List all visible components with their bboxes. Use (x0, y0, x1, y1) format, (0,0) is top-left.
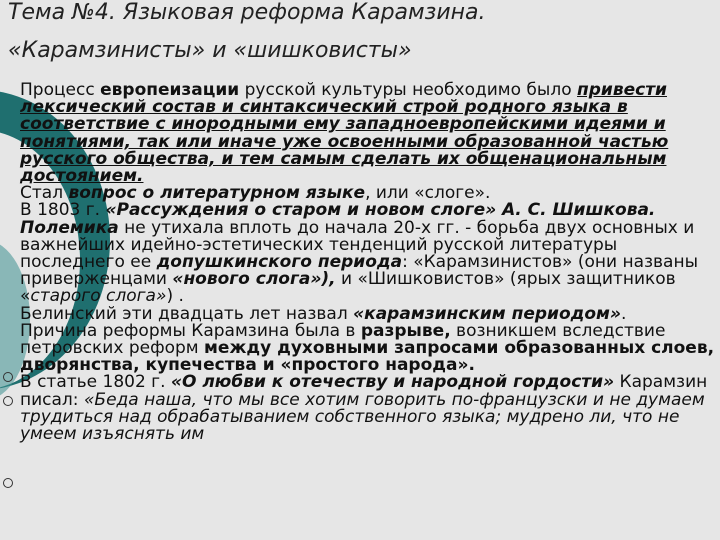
text-run: привести лексический состав и синтаксический строй родного языка в соответствие с инородными ему западноевропейскими идеями и понятиями, так или иначе уже освоенными образованной частью русского общества, и тем самым сделать их общенациональным достоянием. (20, 80, 669, 187)
bullet-marker (3, 372, 13, 382)
text-run: , или «слоге». (365, 183, 491, 204)
text-run: «О любви к отечеству и народной гордости» (170, 372, 615, 393)
text-run: допушкинского периода (156, 252, 403, 273)
text-run: не утихала вплоть до начала 20-х гг. - борьба двух основных и важнейших идейно-эстетических тенденций русской литературы последнего ее (20, 217, 695, 273)
text-run: Процесс (20, 80, 101, 100)
text-run: «Беда наша, что мы все хотим говорить по-французски и не думаем трудиться над обрабатыванием собственного языка; мудрено ли, что не умеем изъяснять им (20, 389, 705, 445)
slide-title-line-2: «Карамзинисты» и «шишковисты» (8, 38, 412, 63)
paragraph (20, 82, 720, 185)
slide-title-line-1: Тема №4. Языковая реформа Карамзина. (8, 0, 486, 25)
text-run: между духовными запросами образованных слоев, дворянства, купечества и «простого народа». (20, 338, 715, 376)
bullet-marker (3, 478, 13, 488)
text-run: русской культуры необходимо было (239, 80, 578, 100)
text-run: «карамзинским периодом» (353, 303, 621, 324)
text-run: В статье 1802 г. (20, 372, 171, 393)
text-run: . (620, 303, 627, 324)
text-run: европеизации (100, 80, 240, 100)
text-run: Карамзин писал: (20, 372, 708, 410)
paragraph (20, 374, 720, 443)
text-run: вопрос о литературном языке (68, 183, 366, 204)
text-run: старого слога» (30, 286, 167, 307)
text-run: : «Карамзинистов» (они названы приверженцами (20, 252, 699, 290)
text-run: ) . (166, 286, 184, 307)
paragraph (20, 320, 720, 376)
text-run: разрыве, (360, 320, 451, 341)
bullet-marker (3, 396, 13, 406)
text-run: и «Шишковистов» (ярых защитников « (20, 269, 676, 307)
text-run: Причина реформы Карамзина была в (20, 320, 361, 341)
text-run: «Рассуждения о старом и новом слоге» А. С. Шишкова. Полемика (20, 200, 656, 238)
slide-body-text (20, 82, 720, 443)
paragraph (20, 202, 720, 305)
text-run: В 1803 г. (20, 200, 106, 221)
text-run: Стал (20, 183, 69, 204)
text-run: возникшем вследствие петровских реформ (20, 320, 666, 359)
text-run: Белинский эти двадцать лет назвал (20, 303, 354, 324)
text-run: «нового слога»), (172, 269, 336, 290)
